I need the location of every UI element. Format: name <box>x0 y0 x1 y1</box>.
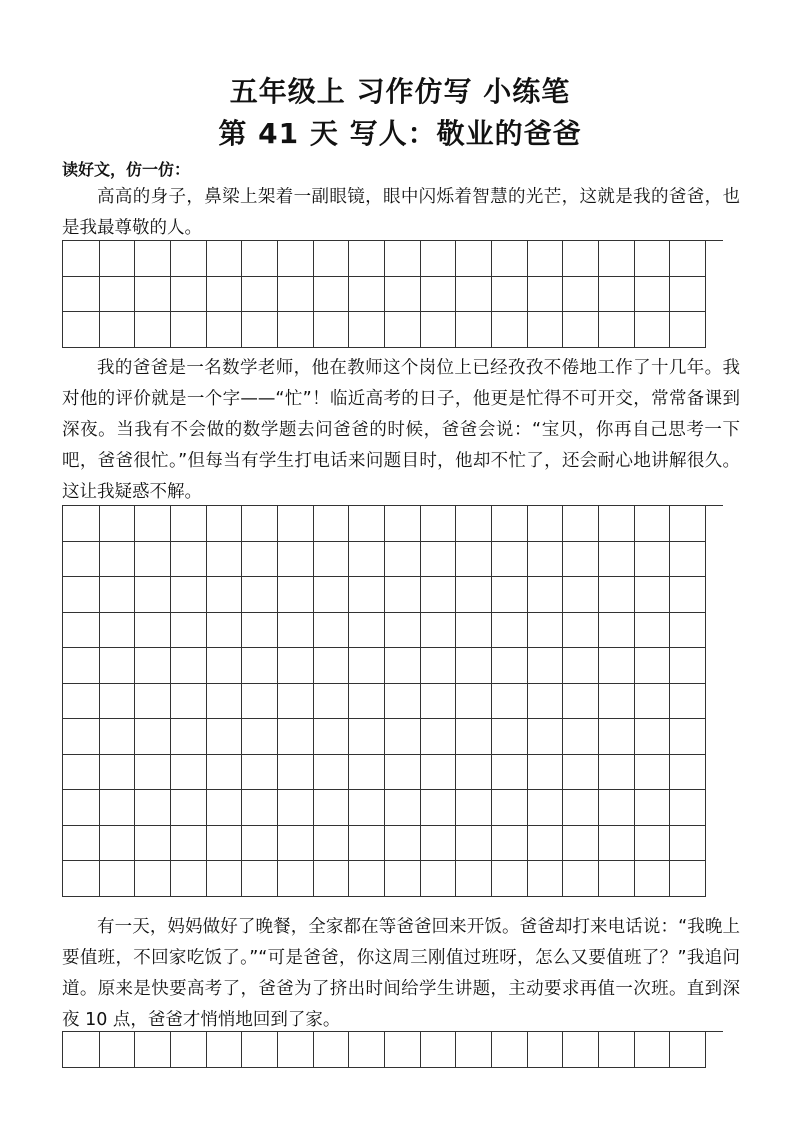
grid-cell[interactable] <box>563 719 599 755</box>
grid-cell[interactable] <box>171 241 207 277</box>
grid-cell[interactable] <box>171 755 207 791</box>
grid-cell[interactable] <box>421 790 457 826</box>
grid-cell[interactable] <box>670 577 706 613</box>
grid-cell[interactable] <box>599 790 635 826</box>
grid-cell[interactable] <box>385 648 421 684</box>
grid-cell[interactable] <box>421 648 457 684</box>
grid-cell[interactable] <box>100 648 136 684</box>
grid-cell[interactable] <box>314 1032 350 1068</box>
grid-cell[interactable] <box>135 1032 171 1068</box>
grid-cell[interactable] <box>563 277 599 313</box>
grid-cell[interactable] <box>100 542 136 578</box>
grid-cell[interactable] <box>63 755 100 791</box>
grid-cell[interactable] <box>278 1032 314 1068</box>
grid-cell[interactable] <box>421 506 457 542</box>
grid-cell[interactable] <box>135 648 171 684</box>
grid-cell[interactable] <box>385 755 421 791</box>
grid-cell[interactable] <box>207 613 243 649</box>
grid-cell[interactable] <box>63 826 100 862</box>
grid-cell[interactable] <box>528 719 564 755</box>
grid-cell[interactable] <box>207 577 243 613</box>
grid-cell[interactable] <box>171 577 207 613</box>
grid-cell[interactable] <box>670 1032 706 1068</box>
grid-cell[interactable] <box>563 542 599 578</box>
grid-cell[interactable] <box>63 241 100 277</box>
grid-cell[interactable] <box>456 719 492 755</box>
grid-cell[interactable] <box>171 826 207 862</box>
grid-cell[interactable] <box>349 312 385 348</box>
grid-cell[interactable] <box>207 826 243 862</box>
grid-cell[interactable] <box>207 861 243 897</box>
grid-cell[interactable] <box>171 613 207 649</box>
instruction-label: 读好文，仿一仿： <box>62 160 191 179</box>
grid-row <box>63 577 723 613</box>
grid-row <box>63 755 723 791</box>
grid-cell[interactable] <box>63 613 100 649</box>
grid-cell[interactable] <box>207 790 243 826</box>
grid-cell[interactable] <box>670 542 706 578</box>
grid-cell[interactable] <box>242 241 278 277</box>
grid-cell[interactable] <box>242 506 278 542</box>
grid-cell[interactable] <box>63 861 100 897</box>
grid-row <box>63 1032 723 1068</box>
grid-cell[interactable] <box>242 648 278 684</box>
grid-cell[interactable] <box>171 542 207 578</box>
grid-cell[interactable] <box>242 312 278 348</box>
grid-cell[interactable] <box>100 790 136 826</box>
grid-cell[interactable] <box>314 790 350 826</box>
grid-cell[interactable] <box>599 542 635 578</box>
grid-cell[interactable] <box>670 613 706 649</box>
grid-cell[interactable] <box>599 755 635 791</box>
grid-cell[interactable] <box>670 312 706 348</box>
grid-cell[interactable] <box>492 542 528 578</box>
grid-cell[interactable] <box>349 755 385 791</box>
grid-cell[interactable] <box>385 1032 421 1068</box>
grid-cell[interactable] <box>63 277 100 313</box>
grid-cell[interactable] <box>456 648 492 684</box>
grid-cell[interactable] <box>385 684 421 720</box>
grid-cell[interactable] <box>242 790 278 826</box>
grid-cell[interactable] <box>492 826 528 862</box>
grid-cell[interactable] <box>242 861 278 897</box>
grid-cell[interactable] <box>135 826 171 862</box>
grid-cell[interactable] <box>456 1032 492 1068</box>
grid-cell[interactable] <box>100 613 136 649</box>
grid-cell[interactable] <box>528 277 564 313</box>
grid-cell[interactable] <box>349 241 385 277</box>
grid-cell[interactable] <box>207 542 243 578</box>
grid-cell[interactable] <box>456 506 492 542</box>
grid-cell[interactable] <box>385 506 421 542</box>
grid-cell[interactable] <box>456 241 492 277</box>
grid-cell[interactable] <box>492 861 528 897</box>
grid-cell[interactable] <box>278 790 314 826</box>
grid-cell[interactable] <box>421 613 457 649</box>
grid-cell[interactable] <box>635 542 671 578</box>
grid-cell[interactable] <box>456 312 492 348</box>
grid-cell[interactable] <box>207 648 243 684</box>
grid-cell[interactable] <box>63 312 100 348</box>
grid-cell[interactable] <box>563 648 599 684</box>
grid-row <box>63 684 723 720</box>
grid-cell[interactable] <box>242 613 278 649</box>
grid-cell[interactable] <box>563 1032 599 1068</box>
grid-cell[interactable] <box>421 861 457 897</box>
grid-row <box>63 826 723 862</box>
grid-cell[interactable] <box>670 790 706 826</box>
grid-cell[interactable] <box>528 241 564 277</box>
grid-cell[interactable] <box>207 719 243 755</box>
grid-cell[interactable] <box>635 755 671 791</box>
grid-cell[interactable] <box>349 790 385 826</box>
grid-cell[interactable] <box>278 277 314 313</box>
grid-cell[interactable] <box>349 277 385 313</box>
grid-cell[interactable] <box>278 684 314 720</box>
grid-cell[interactable] <box>314 826 350 862</box>
grid-cell[interactable] <box>563 506 599 542</box>
grid-cell[interactable] <box>385 790 421 826</box>
grid-cell[interactable] <box>670 719 706 755</box>
grid-cell[interactable] <box>135 506 171 542</box>
writing-grid-1[interactable] <box>62 240 723 348</box>
grid-cell[interactable] <box>670 755 706 791</box>
grid-cell[interactable] <box>456 790 492 826</box>
grid-cell[interactable] <box>456 755 492 791</box>
grid-cell[interactable] <box>492 719 528 755</box>
grid-cell[interactable] <box>563 861 599 897</box>
worksheet-title: 五年级上 习作仿写 小练笔 <box>229 75 571 108</box>
grid-cell[interactable] <box>528 684 564 720</box>
grid-cell[interactable] <box>242 277 278 313</box>
grid-cell[interactable] <box>421 577 457 613</box>
grid-cell[interactable] <box>63 1032 100 1068</box>
grid-cell[interactable] <box>492 684 528 720</box>
grid-cell[interactable] <box>385 577 421 613</box>
grid-cell[interactable] <box>349 826 385 862</box>
grid-cell[interactable] <box>207 755 243 791</box>
grid-cell[interactable] <box>385 312 421 348</box>
grid-cell[interactable] <box>670 241 706 277</box>
grid-cell[interactable] <box>492 312 528 348</box>
grid-cell[interactable] <box>100 719 136 755</box>
grid-cell[interactable] <box>456 861 492 897</box>
grid-cell[interactable] <box>171 312 207 348</box>
grid-cell[interactable] <box>278 719 314 755</box>
grid-cell[interactable] <box>492 1032 528 1068</box>
grid-cell[interactable] <box>635 790 671 826</box>
grid-cell[interactable] <box>492 241 528 277</box>
grid-cell[interactable] <box>100 1032 136 1068</box>
grid-cell[interactable] <box>599 826 635 862</box>
grid-cell[interactable] <box>314 312 350 348</box>
grid-cell[interactable] <box>563 241 599 277</box>
grid-cell[interactable] <box>242 577 278 613</box>
grid-cell[interactable] <box>207 277 243 313</box>
grid-row <box>63 861 723 897</box>
grid-cell[interactable] <box>492 577 528 613</box>
grid-cell[interactable] <box>349 861 385 897</box>
grid-cell[interactable] <box>349 542 385 578</box>
grid-cell[interactable] <box>599 861 635 897</box>
grid-row <box>63 241 723 277</box>
grid-cell[interactable] <box>670 826 706 862</box>
grid-cell[interactable] <box>385 241 421 277</box>
grid-cell[interactable] <box>242 755 278 791</box>
grid-cell[interactable] <box>135 755 171 791</box>
grid-cell[interactable] <box>599 312 635 348</box>
grid-cell[interactable] <box>278 241 314 277</box>
writing-grid-3[interactable] <box>62 1031 723 1068</box>
grid-cell[interactable] <box>635 506 671 542</box>
grid-cell[interactable] <box>242 1032 278 1068</box>
grid-cell[interactable] <box>278 506 314 542</box>
grid-cell[interactable] <box>635 241 671 277</box>
grid-cell[interactable] <box>421 542 457 578</box>
grid-cell[interactable] <box>314 542 350 578</box>
grid-cell[interactable] <box>135 277 171 313</box>
grid-cell[interactable] <box>492 755 528 791</box>
grid-row <box>63 312 723 348</box>
grid-cell[interactable] <box>563 684 599 720</box>
grid-cell[interactable] <box>349 613 385 649</box>
grid-row <box>63 648 723 684</box>
grid-cell[interactable] <box>635 577 671 613</box>
grid-cell[interactable] <box>135 542 171 578</box>
grid-cell[interactable] <box>421 312 457 348</box>
grid-cell[interactable] <box>492 506 528 542</box>
grid-cell[interactable] <box>207 312 243 348</box>
grid-cell[interactable] <box>100 577 136 613</box>
grid-cell[interactable] <box>385 277 421 313</box>
grid-cell[interactable] <box>528 312 564 348</box>
grid-cell[interactable] <box>670 648 706 684</box>
grid-cell[interactable] <box>278 542 314 578</box>
grid-cell[interactable] <box>63 790 100 826</box>
grid-cell[interactable] <box>599 277 635 313</box>
grid-cell[interactable] <box>278 826 314 862</box>
grid-cell[interactable] <box>314 755 350 791</box>
passage-1: 高高的身子，鼻梁上架着一副眼镜，眼中闪烁着智慧的光芒，这就是我的爸爸，也是我最尊敬的人。 <box>62 187 740 238</box>
grid-cell[interactable] <box>135 684 171 720</box>
grid-cell[interactable] <box>278 577 314 613</box>
grid-cell[interactable] <box>421 241 457 277</box>
grid-cell[interactable] <box>421 826 457 862</box>
grid-cell[interactable] <box>635 648 671 684</box>
grid-row <box>63 277 723 313</box>
grid-cell[interactable] <box>63 542 100 578</box>
writing-grid-2[interactable] <box>62 505 723 897</box>
grid-row <box>63 790 723 826</box>
grid-cell[interactable] <box>528 648 564 684</box>
grid-cell[interactable] <box>670 506 706 542</box>
grid-cell[interactable] <box>278 648 314 684</box>
grid-cell[interactable] <box>100 241 136 277</box>
grid-cell[interactable] <box>278 755 314 791</box>
grid-cell[interactable] <box>563 755 599 791</box>
grid-cell[interactable] <box>349 648 385 684</box>
grid-cell[interactable] <box>599 241 635 277</box>
grid-cell[interactable] <box>135 241 171 277</box>
grid-cell[interactable] <box>314 684 350 720</box>
grid-cell[interactable] <box>63 719 100 755</box>
grid-cell[interactable] <box>100 755 136 791</box>
grid-cell[interactable] <box>563 613 599 649</box>
grid-cell[interactable] <box>349 1032 385 1068</box>
grid-cell[interactable] <box>599 1032 635 1068</box>
grid-cell[interactable] <box>635 277 671 313</box>
grid-cell[interactable] <box>563 826 599 862</box>
grid-cell[interactable] <box>207 241 243 277</box>
grid-cell[interactable] <box>207 506 243 542</box>
grid-cell[interactable] <box>242 826 278 862</box>
grid-cell[interactable] <box>135 613 171 649</box>
grid-cell[interactable] <box>314 613 350 649</box>
grid-cell[interactable] <box>278 312 314 348</box>
grid-cell[interactable] <box>456 542 492 578</box>
grid-cell[interactable] <box>135 719 171 755</box>
grid-cell[interactable] <box>207 1032 243 1068</box>
grid-cell[interactable] <box>635 684 671 720</box>
grid-cell[interactable] <box>528 755 564 791</box>
grid-cell[interactable] <box>635 1032 671 1068</box>
grid-cell[interactable] <box>421 1032 457 1068</box>
grid-cell[interactable] <box>349 577 385 613</box>
grid-cell[interactable] <box>456 613 492 649</box>
grid-cell[interactable] <box>599 577 635 613</box>
grid-cell[interactable] <box>385 861 421 897</box>
grid-cell[interactable] <box>314 861 350 897</box>
grid-cell[interactable] <box>314 719 350 755</box>
grid-cell[interactable] <box>563 577 599 613</box>
grid-cell[interactable] <box>100 506 136 542</box>
grid-cell[interactable] <box>349 684 385 720</box>
grid-cell[interactable] <box>171 719 207 755</box>
grid-cell[interactable] <box>421 277 457 313</box>
grid-cell[interactable] <box>635 861 671 897</box>
grid-cell[interactable] <box>563 312 599 348</box>
grid-cell[interactable] <box>528 790 564 826</box>
grid-cell[interactable] <box>63 684 100 720</box>
grid-cell[interactable] <box>635 613 671 649</box>
grid-cell[interactable] <box>349 506 385 542</box>
grid-cell[interactable] <box>278 861 314 897</box>
grid-cell[interactable] <box>385 542 421 578</box>
grid-cell[interactable] <box>456 577 492 613</box>
grid-cell[interactable] <box>456 684 492 720</box>
grid-cell[interactable] <box>207 684 243 720</box>
grid-cell[interactable] <box>456 826 492 862</box>
grid-cell[interactable] <box>492 277 528 313</box>
grid-cell[interactable] <box>171 648 207 684</box>
grid-cell[interactable] <box>670 861 706 897</box>
passage-3: 有一天，妈妈做好了晚餐，全家都在等爸爸回来开饭。爸爸却打来电话说：“我晚上要值班，不回家吃饭了。”“可是爸爸，你这周三刚值过班呀，怎么又要值班了？”我追问道。原来是快要高考了，爸爸为了挤出时间给学生讲题，主动要求再值一次班。直到深夜 10 点，爸爸才悄悄地回到了家。 <box>62 917 740 1030</box>
grid-cell[interactable] <box>528 826 564 862</box>
grid-row <box>63 506 723 542</box>
grid-cell[interactable] <box>135 312 171 348</box>
grid-cell[interactable] <box>563 790 599 826</box>
grid-cell[interactable] <box>242 684 278 720</box>
grid-cell[interactable] <box>100 684 136 720</box>
grid-row <box>63 719 723 755</box>
grid-cell[interactable] <box>599 684 635 720</box>
grid-cell[interactable] <box>63 648 100 684</box>
grid-cell[interactable] <box>135 577 171 613</box>
grid-cell[interactable] <box>528 613 564 649</box>
grid-cell[interactable] <box>135 861 171 897</box>
grid-cell[interactable] <box>63 577 100 613</box>
grid-cell[interactable] <box>171 506 207 542</box>
grid-cell[interactable] <box>528 861 564 897</box>
grid-cell[interactable] <box>670 684 706 720</box>
grid-cell[interactable] <box>314 241 350 277</box>
worksheet-subtitle: 第 41 天 写人：敬业的爸爸 <box>218 117 582 150</box>
grid-cell[interactable] <box>63 506 100 542</box>
grid-cell[interactable] <box>385 826 421 862</box>
grid-cell[interactable] <box>171 684 207 720</box>
grid-cell[interactable] <box>599 648 635 684</box>
grid-row <box>63 613 723 649</box>
grid-cell[interactable] <box>528 542 564 578</box>
grid-cell[interactable] <box>171 1032 207 1068</box>
grid-cell[interactable] <box>171 861 207 897</box>
grid-cell[interactable] <box>242 719 278 755</box>
passage-2: 我的爸爸是一名数学老师，他在教师这个岗位上已经孜孜不倦地工作了十几年。我对他的评价就是一个字——“忙”！临近高考的日子，他更是忙得不可开交，常常备课到深夜。当我有不会做的数学题去问爸爸的时候，爸爸会说：“宝贝，你再自己思考一下吧，爸爸很忙。”但每当有学生打电话来问题目时，他却不忙了，还会耐心地讲解很久。这让我疑惑不解。 <box>62 358 740 502</box>
grid-cell[interactable] <box>100 826 136 862</box>
grid-cell[interactable] <box>100 277 136 313</box>
grid-cell[interactable] <box>314 648 350 684</box>
grid-cell[interactable] <box>349 719 385 755</box>
grid-cell[interactable] <box>100 861 136 897</box>
grid-cell[interactable] <box>670 277 706 313</box>
grid-cell[interactable] <box>314 277 350 313</box>
grid-cell[interactable] <box>135 790 171 826</box>
grid-cell[interactable] <box>242 542 278 578</box>
grid-row <box>63 542 723 578</box>
grid-cell[interactable] <box>314 577 350 613</box>
grid-cell[interactable] <box>314 506 350 542</box>
grid-cell[interactable] <box>171 277 207 313</box>
grid-cell[interactable] <box>385 613 421 649</box>
grid-cell[interactable] <box>385 719 421 755</box>
grid-cell[interactable] <box>599 719 635 755</box>
grid-cell[interactable] <box>599 506 635 542</box>
grid-cell[interactable] <box>421 684 457 720</box>
grid-cell[interactable] <box>492 790 528 826</box>
grid-cell[interactable] <box>528 1032 564 1068</box>
grid-cell[interactable] <box>635 312 671 348</box>
grid-cell[interactable] <box>528 506 564 542</box>
grid-cell[interactable] <box>635 719 671 755</box>
grid-cell[interactable] <box>492 613 528 649</box>
grid-cell[interactable] <box>528 577 564 613</box>
grid-cell[interactable] <box>100 312 136 348</box>
grid-cell[interactable] <box>456 277 492 313</box>
grid-cell[interactable] <box>492 648 528 684</box>
grid-cell[interactable] <box>171 790 207 826</box>
grid-cell[interactable] <box>278 613 314 649</box>
grid-cell[interactable] <box>421 755 457 791</box>
grid-cell[interactable] <box>421 719 457 755</box>
grid-cell[interactable] <box>599 613 635 649</box>
grid-cell[interactable] <box>635 826 671 862</box>
